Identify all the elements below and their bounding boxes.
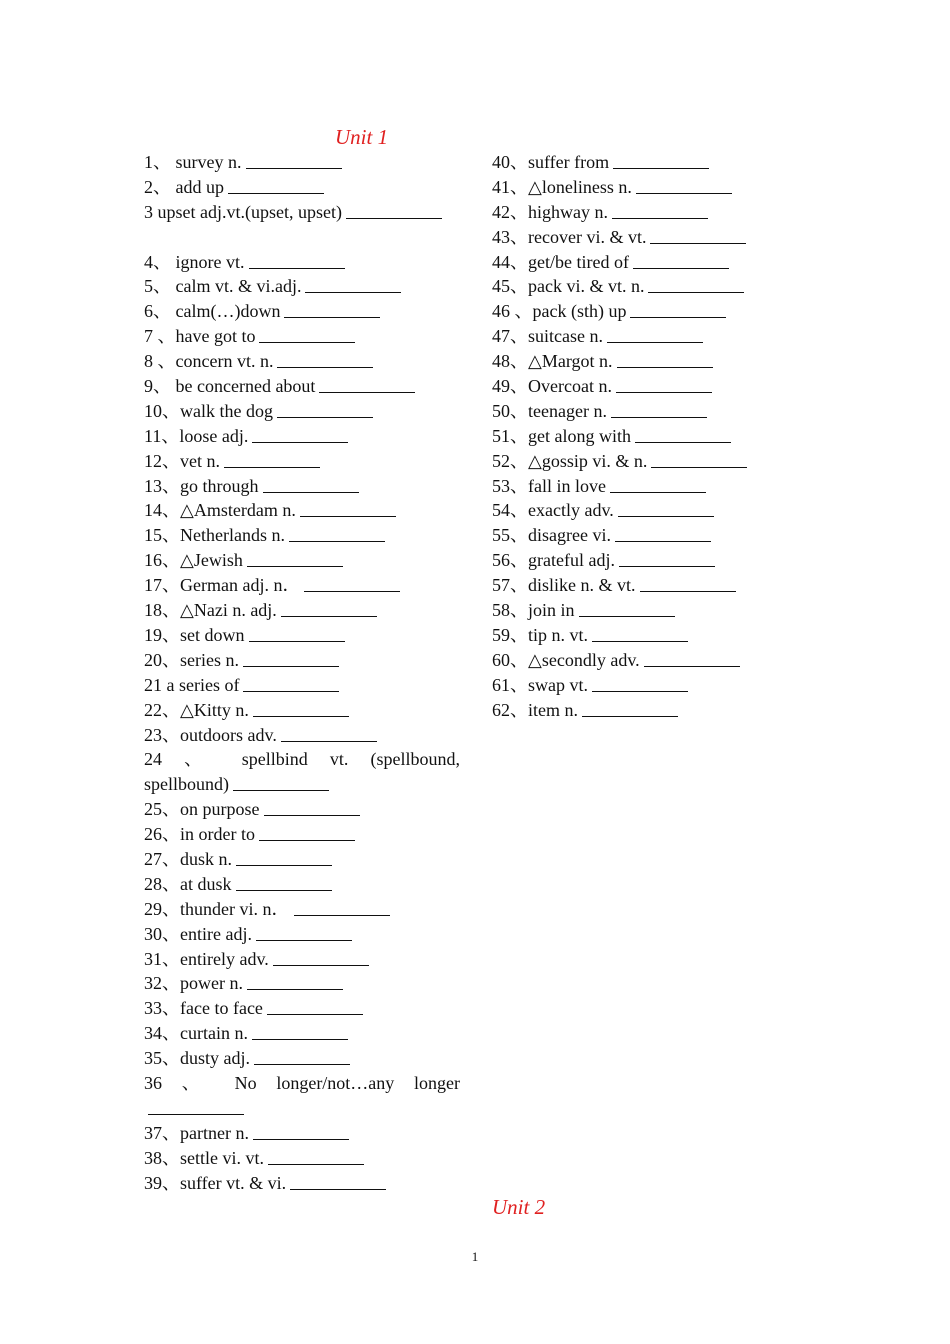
vocab-item xyxy=(144,548,460,573)
vocab-item xyxy=(144,1071,460,1121)
answer-blank[interactable] xyxy=(636,177,732,194)
vocab-term: 36 、 No longer/not…any longer xyxy=(144,1072,460,1093)
vocab-item xyxy=(144,573,460,598)
vocab-term: 54、exactly adv. xyxy=(492,500,614,521)
answer-blank[interactable] xyxy=(259,326,355,343)
vocab-term: 25、on purpose xyxy=(144,799,260,820)
vocab-item xyxy=(144,897,460,922)
vocab-item xyxy=(144,374,460,399)
answer-blank[interactable] xyxy=(254,1048,350,1065)
vocab-term: 37、partner n. xyxy=(144,1122,249,1143)
vocab-item xyxy=(144,1121,460,1146)
vocab-term: 49、Overcoat n. xyxy=(492,376,612,397)
vocab-item xyxy=(144,349,460,374)
vocab-term: 51、get along with xyxy=(492,425,631,446)
answer-blank[interactable] xyxy=(607,326,703,343)
vocab-item xyxy=(144,598,460,623)
vocab-term: 19、set down xyxy=(144,624,245,645)
vocab-item xyxy=(492,523,808,548)
vocab-term: 41、△loneliness n. xyxy=(492,176,632,197)
vocab-term: 6、 calm(…)down xyxy=(144,301,281,322)
vocab-term: 44、get/be tired of xyxy=(492,251,629,272)
answer-blank[interactable] xyxy=(633,252,729,269)
vocab-term: 4、 ignore vt. xyxy=(144,251,245,272)
answer-blank[interactable] xyxy=(648,276,744,293)
vocab-item xyxy=(144,623,460,648)
vocab-item xyxy=(492,374,808,399)
vocab-item xyxy=(492,399,808,424)
answer-blank[interactable] xyxy=(256,924,352,941)
vocab-term: 10、walk the dog xyxy=(144,400,273,421)
vocab-term: 11、loose adj. xyxy=(144,425,249,446)
vocab-term: 53、fall in love xyxy=(492,475,606,496)
answer-blank[interactable] xyxy=(319,376,415,393)
answer-blank[interactable] xyxy=(616,376,712,393)
answer-blank[interactable] xyxy=(582,700,678,717)
vocab-term: 31、entirely adv. xyxy=(144,948,269,969)
vocab-item xyxy=(144,996,460,1021)
answer-blank[interactable] xyxy=(277,401,373,418)
answer-blank[interactable] xyxy=(246,152,342,169)
vocab-item xyxy=(492,150,808,175)
answer-blank[interactable] xyxy=(247,973,343,990)
answer-blank[interactable] xyxy=(281,725,377,742)
answer-blank[interactable] xyxy=(579,600,675,617)
answer-blank[interactable] xyxy=(277,351,373,368)
vocab-item xyxy=(144,747,460,797)
vocab-item xyxy=(144,274,460,299)
vocab-item xyxy=(144,1021,460,1046)
answer-blank[interactable] xyxy=(243,675,339,692)
vocab-item xyxy=(144,399,460,424)
vocab-term: 14、△Amsterdam n. xyxy=(144,500,296,521)
vocab-term: 58、join in xyxy=(492,600,575,621)
vocab-term: 60、△secondly adv. xyxy=(492,649,640,670)
vocab-term: 56、grateful adj. xyxy=(492,550,615,571)
vocab-term: 26、in order to xyxy=(144,824,255,845)
vocab-item xyxy=(144,797,460,822)
answer-blank[interactable] xyxy=(273,949,369,966)
answer-blank[interactable] xyxy=(148,1098,244,1115)
answer-blank[interactable] xyxy=(612,202,708,219)
vocab-term: 47、suitcase n. xyxy=(492,326,603,347)
vocab-item xyxy=(492,424,808,449)
vocab-term: 35、dusty adj. xyxy=(144,1048,250,1069)
vocab-item xyxy=(144,175,460,200)
vocab-column-right xyxy=(492,150,808,722)
vocab-item xyxy=(144,698,460,723)
vocab-item xyxy=(492,324,808,349)
answer-blank[interactable] xyxy=(236,874,332,891)
vocab-item xyxy=(144,947,460,972)
vocab-term: 5、 calm vt. & vi.adj. xyxy=(144,276,302,297)
vocab-term: 22、△Kitty n. xyxy=(144,699,249,720)
vocab-term: 45、pack vi. & vt. n. xyxy=(492,276,645,297)
vocab-column-left xyxy=(144,150,460,1195)
vocab-item xyxy=(492,498,808,523)
vocab-item xyxy=(492,673,808,698)
vocab-term: 33、face to face xyxy=(144,998,263,1019)
answer-blank[interactable] xyxy=(263,476,359,493)
answer-blank[interactable] xyxy=(289,525,385,542)
answer-blank[interactable] xyxy=(630,301,726,318)
unit-1-heading: Unit 1 xyxy=(335,125,389,149)
vocab-term: 55、disagree vi. xyxy=(492,525,611,546)
vocab-item xyxy=(492,598,808,623)
vocab-term: 57、dislike n. & vt. xyxy=(492,575,636,596)
vocab-item xyxy=(492,200,808,225)
answer-blank[interactable] xyxy=(268,1148,364,1165)
answer-blank[interactable] xyxy=(264,799,360,816)
answer-blank[interactable] xyxy=(615,525,711,542)
vocab-term: 39、suffer vt. & vi. xyxy=(144,1172,287,1193)
answer-blank[interactable] xyxy=(249,252,345,269)
vocab-term: 34、curtain n. xyxy=(144,1023,248,1044)
answer-blank[interactable] xyxy=(610,476,706,493)
vocab-term: 1、 survey n. xyxy=(144,152,242,172)
vocab-item xyxy=(492,648,808,673)
vocab-term: 40、suffer from xyxy=(492,152,610,172)
vocab-term: 42、highway n. xyxy=(492,201,608,222)
vocab-item xyxy=(492,449,808,474)
vocab-item xyxy=(492,573,808,598)
answer-blank[interactable] xyxy=(640,575,736,592)
vocab-term: 18、△Nazi n. adj. xyxy=(144,600,277,621)
vocab-term: 3 upset adj.vt.(upset, upset) xyxy=(144,201,342,222)
answer-blank[interactable] xyxy=(284,301,380,318)
answer-blank[interactable] xyxy=(618,500,714,517)
answer-blank[interactable] xyxy=(651,451,747,468)
vocab-item xyxy=(144,872,460,897)
vocab-item xyxy=(492,175,808,200)
vocab-term: 27、dusk n. xyxy=(144,848,233,869)
unit-2-heading: Unit 2 xyxy=(492,1195,546,1219)
vocab-item xyxy=(144,723,460,748)
vocab-item xyxy=(144,1046,460,1071)
vocab-term: 23、outdoors adv. xyxy=(144,724,277,745)
answer-blank[interactable] xyxy=(249,625,345,642)
vocab-item xyxy=(144,971,460,996)
vocab-term: 24 、 spellbind vt. (spellbound, spellbound) xyxy=(144,749,460,795)
answer-blank[interactable] xyxy=(236,849,332,866)
answer-blank[interactable] xyxy=(644,650,740,667)
vocab-term: 32、power n. xyxy=(144,973,243,994)
vocab-item xyxy=(492,474,808,499)
answer-blank[interactable] xyxy=(247,550,343,567)
answer-blank[interactable] xyxy=(224,451,320,468)
vocab-item xyxy=(144,498,460,523)
answer-blank[interactable] xyxy=(294,899,390,916)
vocab-term: 38、settle vi. vt. xyxy=(144,1147,264,1168)
answer-blank[interactable] xyxy=(346,202,442,219)
answer-blank[interactable] xyxy=(233,774,329,791)
vocab-item xyxy=(144,648,460,673)
vocab-term: 9、 be concerned about xyxy=(144,376,316,397)
vocab-item xyxy=(144,250,460,275)
vocab-term: 28、at dusk xyxy=(144,873,232,894)
vocab-item xyxy=(144,324,460,349)
vocab-term: 43、recover vi. & vt. xyxy=(492,226,647,247)
vocab-item xyxy=(492,349,808,374)
answer-blank[interactable] xyxy=(650,227,746,244)
vocab-term: 12、vet n. xyxy=(144,450,220,471)
vocab-term: 29、thunder vi. n． xyxy=(144,898,290,919)
answer-blank[interactable] xyxy=(305,276,401,293)
vocab-item xyxy=(144,200,460,250)
answer-blank[interactable] xyxy=(253,700,349,717)
answer-blank[interactable] xyxy=(267,998,363,1015)
vocab-item xyxy=(144,299,460,324)
vocab-term: 52、△gossip vi. & n. xyxy=(492,450,648,471)
vocab-term: 48、△Margot n. xyxy=(492,351,613,372)
vocab-term: 20、series n. xyxy=(144,649,239,670)
vocab-item xyxy=(144,1146,460,1171)
vocab-term: 13、go through xyxy=(144,475,259,496)
vocab-item xyxy=(144,1171,460,1196)
vocab-term: 7 、have got to xyxy=(144,326,256,347)
answer-blank[interactable] xyxy=(243,650,339,667)
vocab-term: 2、 add up xyxy=(144,176,224,197)
vocab-term: 17、German adj. n． xyxy=(144,575,301,596)
answer-blank[interactable] xyxy=(281,600,377,617)
answer-blank[interactable] xyxy=(635,426,731,443)
vocab-term: 62、item n. xyxy=(492,699,578,720)
vocab-item xyxy=(144,822,460,847)
vocab-item xyxy=(144,474,460,499)
vocab-item xyxy=(492,623,808,648)
answer-blank[interactable] xyxy=(259,824,355,841)
vocab-item xyxy=(492,250,808,275)
answer-blank[interactable] xyxy=(228,177,324,194)
answer-blank[interactable] xyxy=(592,675,688,692)
vocab-item xyxy=(144,922,460,947)
answer-blank[interactable] xyxy=(253,1123,349,1140)
vocab-item xyxy=(144,847,460,872)
vocab-item xyxy=(492,698,808,723)
vocab-item xyxy=(492,274,808,299)
page-number: 1 xyxy=(471,1249,479,1264)
vocab-item xyxy=(492,225,808,250)
answer-blank[interactable] xyxy=(617,351,713,368)
answer-blank[interactable] xyxy=(304,575,400,592)
answer-blank[interactable] xyxy=(611,401,707,418)
vocab-item xyxy=(144,449,460,474)
vocab-term: 50、teenager n. xyxy=(492,400,607,421)
vocab-item xyxy=(492,299,808,324)
vocab-term: 30、entire adj. xyxy=(144,923,252,944)
vocab-item xyxy=(144,523,460,548)
vocab-item xyxy=(144,673,460,698)
answer-blank[interactable] xyxy=(290,1173,386,1190)
vocab-term: 46 、pack (sth) up xyxy=(492,301,627,322)
answer-blank[interactable] xyxy=(300,500,396,517)
vocab-item xyxy=(492,548,808,573)
vocab-item xyxy=(144,150,460,175)
vocab-term: 59、tip n. vt. xyxy=(492,624,589,645)
vocab-term: 21 a series of xyxy=(144,674,240,695)
answer-blank[interactable] xyxy=(252,1023,348,1040)
vocab-term: 61、swap vt. xyxy=(492,674,588,695)
vocab-term: 8 、concern vt. n. xyxy=(144,351,274,372)
answer-blank[interactable] xyxy=(613,152,709,169)
vocab-item xyxy=(144,424,460,449)
vocab-term: 16、△Jewish xyxy=(144,550,243,571)
answer-blank[interactable] xyxy=(619,550,715,567)
vocab-term: 15、Netherlands n. xyxy=(144,525,285,546)
answer-blank[interactable] xyxy=(252,426,348,443)
answer-blank[interactable] xyxy=(592,625,688,642)
